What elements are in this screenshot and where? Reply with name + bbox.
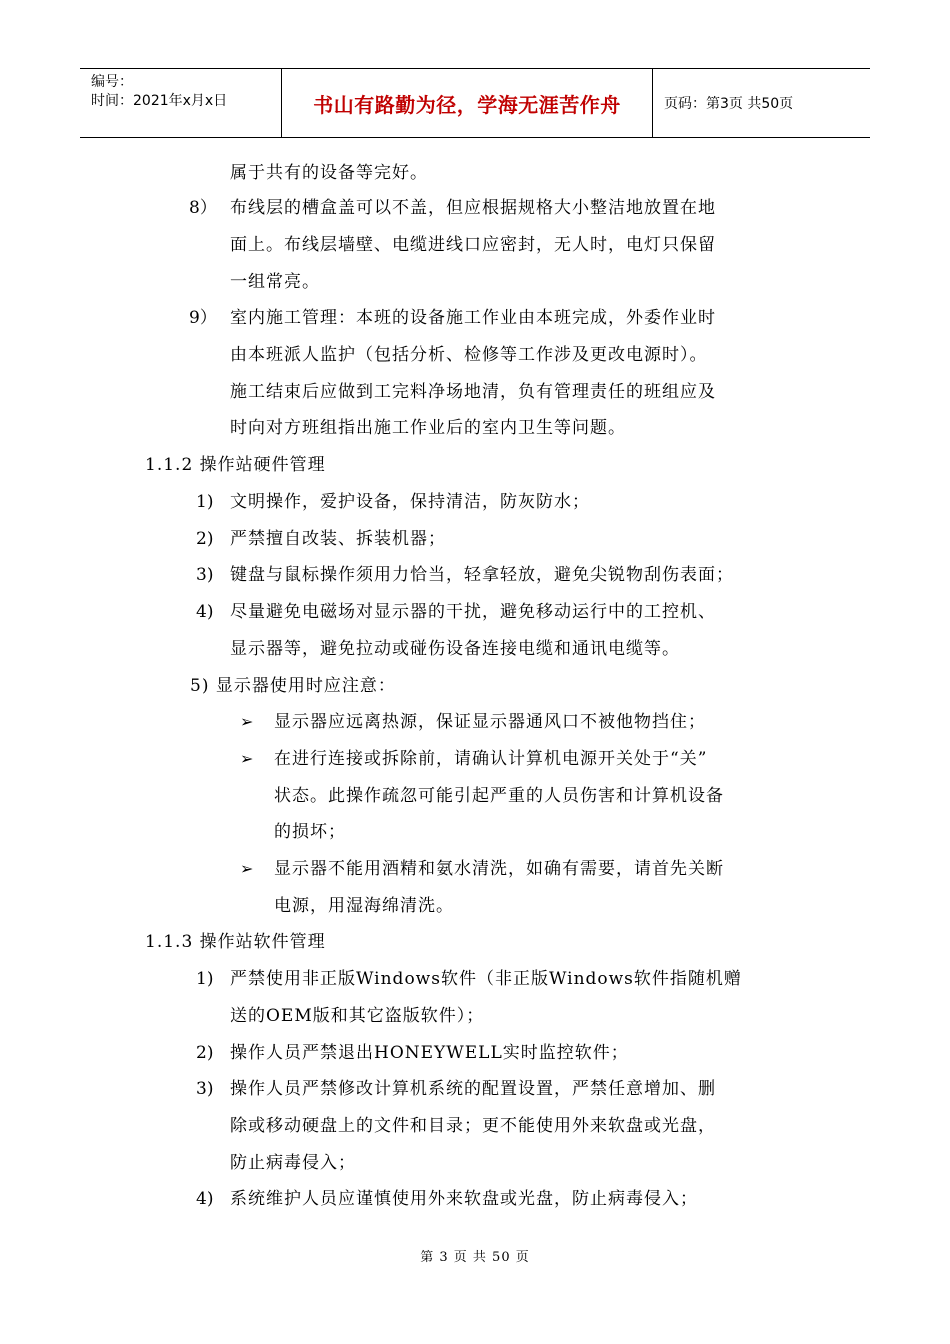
list-item-line: 时向对方班组指出施工作业后的室内卫生等问题。	[230, 418, 626, 438]
list-item-line: 布线层的槽盒盖可以不盖，但应根据规格大小整洁地放置在地	[230, 198, 716, 218]
bullet-line: 显示器不能用酒精和氨水清洗，如确有需要，请首先关断	[274, 859, 724, 879]
list-number: 1)	[196, 492, 214, 512]
list-item-line: 尽量避免电磁场对显示器的干扰，避免移动运行中的工控机、	[230, 602, 716, 622]
bullet-line: 状态。此操作疏忽可能引起严重的人员伤害和计算机设备	[274, 786, 724, 806]
bullet-line: 显示器应远离热源，保证显示器通风口不被他物挡住；	[274, 712, 706, 732]
list-item-line: 系统维护人员应谨慎使用外来软盘或光盘，防止病毒侵入；	[230, 1189, 698, 1209]
list-number: 4)	[196, 602, 214, 622]
list-number: 2)	[196, 1043, 214, 1063]
list-item-line: 防止病毒侵入；	[230, 1153, 356, 1173]
list-number: 8）	[189, 198, 217, 218]
section-heading: 1.1.2 操作站硬件管理	[145, 455, 326, 475]
list-item-line: 送的OEM版和其它盗版软件）；	[230, 1006, 485, 1026]
list-item-line: 由本班派人监护（包括分析、检修等工作涉及更改电源时）。	[230, 345, 708, 365]
list-number: 9）	[189, 308, 217, 328]
arrow-bullet-icon: ➢	[240, 749, 254, 768]
arrow-bullet-icon: ➢	[240, 859, 254, 878]
list-number: 2)	[196, 529, 214, 549]
list-item-line: 文明操作，爱护设备，保持清洁，防灰防水；	[230, 492, 590, 512]
header-meta	[80, 69, 281, 137]
list-item-line: 操作人员严禁修改计算机系统的配置设置，严禁任意增加、删	[230, 1079, 716, 1099]
section-heading: 1.1.3 操作站软件管理	[145, 932, 326, 952]
list-item-line: 严禁擅自改装、拆装机器；	[230, 529, 446, 549]
bullet-line: 的损坏；	[274, 822, 346, 842]
list-item-line: 5) 显示器使用时应注意：	[190, 676, 396, 696]
header-number-label: 编号：	[91, 74, 133, 90]
list-item-line: 一组常亮。	[230, 272, 320, 292]
list-number: 3)	[196, 565, 214, 585]
list-item-line: 施工结束后应做到工完料净场地清，负有管理责任的班组应及	[230, 382, 716, 402]
header-date-label: 时间：2021年x月x日	[91, 93, 228, 109]
list-number: 3)	[196, 1079, 214, 1099]
page-footer: 第 3 页 共 50 页	[420, 1250, 530, 1265]
list-item-line: 显示器等，避免拉动或碰伤设备连接电缆和通讯电缆等。	[230, 639, 680, 659]
list-number: 1)	[196, 969, 214, 989]
list-item-line: 面上。布线层墙壁、电缆进线口应密封，无人时，电灯只保留	[230, 235, 716, 255]
list-item-line: 除或移动硬盘上的文件和目录；更不能使用外来软盘或光盘，	[230, 1116, 716, 1136]
header-page-label: 页码：第3页 共50页	[664, 96, 794, 112]
page-header	[80, 68, 870, 138]
list-item-line: 室内施工管理：本班的设备施工作业由本班完成，外委作业时	[230, 308, 716, 328]
list-item-line: 操作人员严禁退出HONEYWELL实时监控软件；	[230, 1043, 629, 1063]
bullet-line: 电源，用湿海绵清洗。	[274, 896, 454, 916]
list-number: 4)	[196, 1189, 214, 1209]
list-item-line: 严禁使用非正版Windows软件（非正版Windows软件指随机赠	[230, 969, 742, 989]
paragraph-line: 属于共有的设备等完好。	[230, 163, 428, 183]
bullet-line: 在进行连接或拆除前，请确认计算机电源开关处于“关”	[274, 749, 708, 769]
list-item-line: 键盘与鼠标操作须用力恰当，轻拿轻放，避免尖锐物刮伤表面；	[230, 565, 734, 585]
header-motto: 书山有路勤为径，学海无涯苦作舟	[281, 69, 653, 137]
arrow-bullet-icon: ➢	[240, 712, 254, 731]
